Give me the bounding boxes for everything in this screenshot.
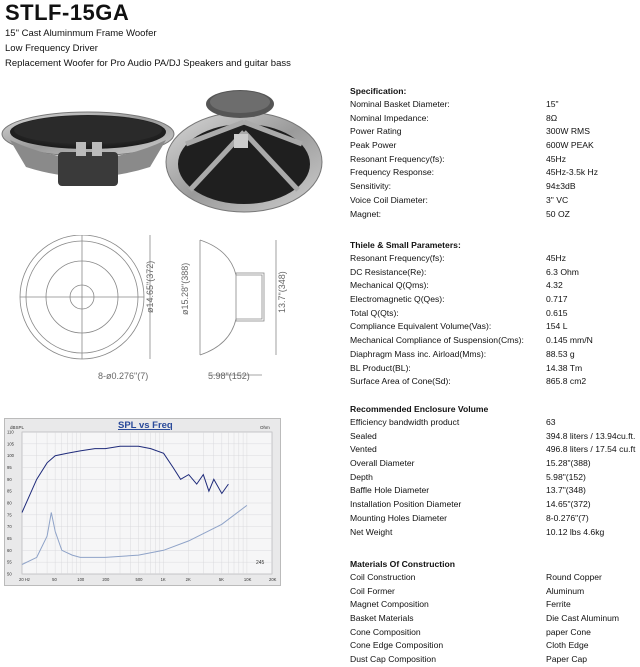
x-tick-label: 10K [243, 577, 252, 582]
spec-value: 94±3dB [546, 181, 576, 192]
spec-row [350, 375, 636, 389]
spec-row [350, 362, 636, 376]
spec-row [350, 471, 636, 485]
spec-label: Installation Position Diameter [350, 499, 462, 510]
y-tick-label: 110 [7, 429, 14, 435]
spec-label: Power Rating [350, 126, 402, 137]
spec-row [350, 166, 636, 180]
spec-label: Compliance Equivalent Volume(Vas): [350, 321, 492, 332]
spec-label: Basket Materials [350, 613, 414, 624]
spec-value: 10.12 lbs 4.6kg [546, 526, 605, 537]
section-title: Recommended Enclosure Volume [350, 404, 489, 414]
spec-row [350, 307, 636, 321]
spec-row [350, 279, 636, 293]
spec-label: Sensitivity: [350, 181, 392, 192]
subtitle-line-2: Low Frequency Driver [5, 43, 98, 54]
ylabel-top: dBSPL [10, 425, 25, 430]
spec-value: Paper Cap [546, 654, 588, 665]
dim-overall: ø15.28"(388) [180, 262, 190, 315]
spec-value: 394.8 liters / 13.94cu.ft. [546, 430, 636, 441]
spec-label: Magnet Composition [350, 599, 429, 610]
spec-label: Peak Power [350, 140, 397, 151]
spec-row [350, 484, 636, 498]
spl-chart-plot [4, 418, 279, 584]
spec-label: Mechanical Q(Qms): [350, 280, 429, 291]
y-tick-label: 50 [7, 571, 12, 577]
spec-value: 50 OZ [546, 208, 570, 219]
spec-label: Depth [350, 471, 373, 482]
spec-label: Voice Coil Diameter: [350, 194, 428, 205]
spec-label: Total Q(Qts): [350, 307, 399, 318]
specification-section [350, 84, 636, 221]
thiele-small-section [350, 238, 636, 389]
y-tick-label: 65 [7, 536, 12, 541]
spec-label: Net Weight [350, 526, 393, 537]
spec-row [350, 430, 636, 444]
x-tick-label: 200 [102, 577, 110, 582]
spec-row [350, 112, 636, 126]
spec-label: Resonant Frequency(fs): [350, 253, 445, 263]
dim-depth: 5.98"(152) [208, 371, 250, 381]
spec-value: 63 [546, 417, 556, 427]
x-tick-label: 100 [77, 577, 85, 582]
spec-value: 15" [546, 99, 559, 109]
spec-row [350, 612, 636, 626]
spec-label: Sealed [350, 430, 377, 441]
spec-row [350, 512, 636, 526]
y-tick-label: 80 [7, 500, 12, 506]
technical-drawing [0, 235, 345, 385]
spec-label: Vented [350, 444, 377, 455]
subtitle-line-1: 15" Cast Aluminmum Frame Woofer [5, 28, 157, 39]
spec-row [350, 598, 636, 612]
spec-value: paper Cone [546, 626, 591, 637]
spec-value: Cloth Edge [546, 640, 589, 651]
spec-value: 0.717 [546, 294, 568, 305]
spec-label: Mechanical Compliance of Suspension(Cms): [350, 335, 524, 346]
y-tick-label: 90 [7, 476, 12, 482]
spec-row [350, 180, 636, 194]
spec-label: Dust Cap Composition [350, 654, 436, 665]
spec-row [350, 443, 636, 457]
spec-label: BL Product(BL): [350, 362, 411, 373]
spec-row [350, 125, 636, 139]
spec-row [350, 208, 636, 222]
section-title: Thiele & Small Parameters: [350, 240, 461, 250]
spec-label: Coil Former [350, 585, 395, 596]
section-title: Materials Of Construction [350, 559, 456, 569]
spec-label: Cone Composition [350, 626, 421, 637]
spec-value: 45Hz [546, 153, 567, 164]
spec-row [350, 252, 636, 266]
spec-label: Cone Edge Composition [350, 640, 444, 651]
spec-value: 3" VC [546, 194, 569, 205]
front-woofer [2, 112, 174, 186]
spec-value: Die Cast Aluminum [546, 613, 620, 624]
spec-row [350, 266, 636, 280]
spec-label: Baffle Hole Diameter [350, 485, 430, 496]
spec-value: 45Hz [546, 253, 567, 263]
spec-value: 15.28"(388) [546, 458, 591, 469]
spec-label: Electromagnetic Q(Qes): [350, 294, 445, 305]
spec-value: 88.53 g [546, 348, 575, 359]
dim-holes: 8-ø0.276"(7) [98, 371, 149, 381]
x-tick-label: 5K [218, 577, 224, 582]
y-tick-label: 75 [7, 512, 12, 518]
spec-row [350, 139, 636, 153]
spec-label: Coil Construction [350, 572, 416, 582]
spec-label: Resonant Frequency(fs): [350, 153, 445, 164]
spec-value: 4.32 [546, 280, 563, 291]
dim-installation: ø14.65"(372) [145, 260, 155, 313]
spec-label: Overall Diameter [350, 458, 415, 469]
spec-row [350, 320, 636, 334]
spec-row [350, 416, 636, 430]
y-tick-label: 95 [7, 465, 12, 470]
enclosure-section [350, 402, 636, 539]
y-tick-label: 85 [7, 488, 12, 494]
chart-annotation: 245 [256, 560, 265, 566]
spec-label: Diaphragm Mass inc. Airload(Mms): [350, 348, 487, 359]
spec-value: 6.3 Ohm [546, 266, 579, 277]
spec-row [350, 348, 636, 362]
spec-row [350, 526, 636, 540]
spec-row [350, 639, 636, 653]
spec-value: 600W PEAK [546, 140, 594, 151]
y-tick-label: 70 [7, 524, 12, 530]
spec-label: Mounting Holes Diameter [350, 512, 447, 523]
spec-label: Surface Area of Cone(Sd): [350, 376, 451, 387]
spec-value: 300W RMS [546, 126, 590, 137]
spec-value: Round Copper [546, 572, 602, 582]
spec-value: 13.7"(348) [546, 485, 586, 496]
spec-value: Aluminum [546, 585, 585, 596]
spec-value: 865.8 cm2 [546, 376, 587, 387]
y-tick-label: 100 [7, 453, 14, 459]
spec-label: Nominal Impedance: [350, 112, 429, 123]
spec-value: 14.65"(372) [546, 499, 591, 510]
chart-title: SPL vs Freq [118, 420, 173, 431]
spec-value: 14.38 Tm [546, 362, 583, 373]
dim-baffle: 13.7"(348) [277, 271, 287, 313]
rear-woofer [166, 90, 322, 212]
spec-row [350, 153, 636, 167]
spec-row [350, 585, 636, 599]
spec-label: Efficiency bandwidth product [350, 417, 460, 427]
spec-value: Ferrite [546, 599, 571, 610]
y-tick-label: 105 [7, 441, 14, 447]
spec-row [350, 457, 636, 471]
spec-value: 5.98"(152) [546, 471, 586, 482]
spec-value: 0.145 mm/N [546, 335, 593, 346]
spec-value: 45Hz-3.5k Hz [546, 167, 599, 178]
spec-row [350, 293, 636, 307]
spec-value: 8-0.276"(7) [546, 512, 589, 523]
x-tick-label: 20 Hz [19, 577, 30, 582]
y-tick-label: 55 [7, 559, 12, 565]
spec-row [350, 571, 636, 585]
x-tick-label: 50 [52, 577, 57, 582]
spec-row [350, 98, 636, 112]
spec-value: 8Ω [546, 112, 558, 123]
spec-label: DC Resistance(Re): [350, 266, 427, 277]
spec-label: Magnet: [350, 208, 382, 219]
product-title: STLF-15GA [5, 0, 130, 25]
spec-value: 0.615 [546, 307, 568, 318]
ohm-label: Ohm [260, 425, 270, 430]
y-tick-label: 60 [7, 547, 12, 553]
spec-row [350, 626, 636, 640]
woofer-photo [0, 82, 340, 222]
subtitle-line-3: Replacement Woofer for Pro Audio PA/DJ Speakers and guitar bass [5, 58, 291, 69]
x-tick-label: 500 [135, 577, 143, 582]
spec-value: 154 L [546, 321, 568, 332]
spec-label: Frequency Response: [350, 167, 435, 178]
spec-row [350, 498, 636, 512]
x-tick-label: 20K [269, 577, 277, 582]
x-tick-label: 2K [185, 577, 191, 582]
spec-value: 496.8 liters / 17.54 cu.ft [546, 444, 636, 455]
spec-label: Nominal Basket Diameter: [350, 99, 450, 109]
x-tick-label: 1K [160, 577, 166, 582]
section-title: Specification: [350, 86, 407, 96]
spec-row [350, 194, 636, 208]
materials-section [350, 557, 636, 667]
spec-row [350, 334, 636, 348]
